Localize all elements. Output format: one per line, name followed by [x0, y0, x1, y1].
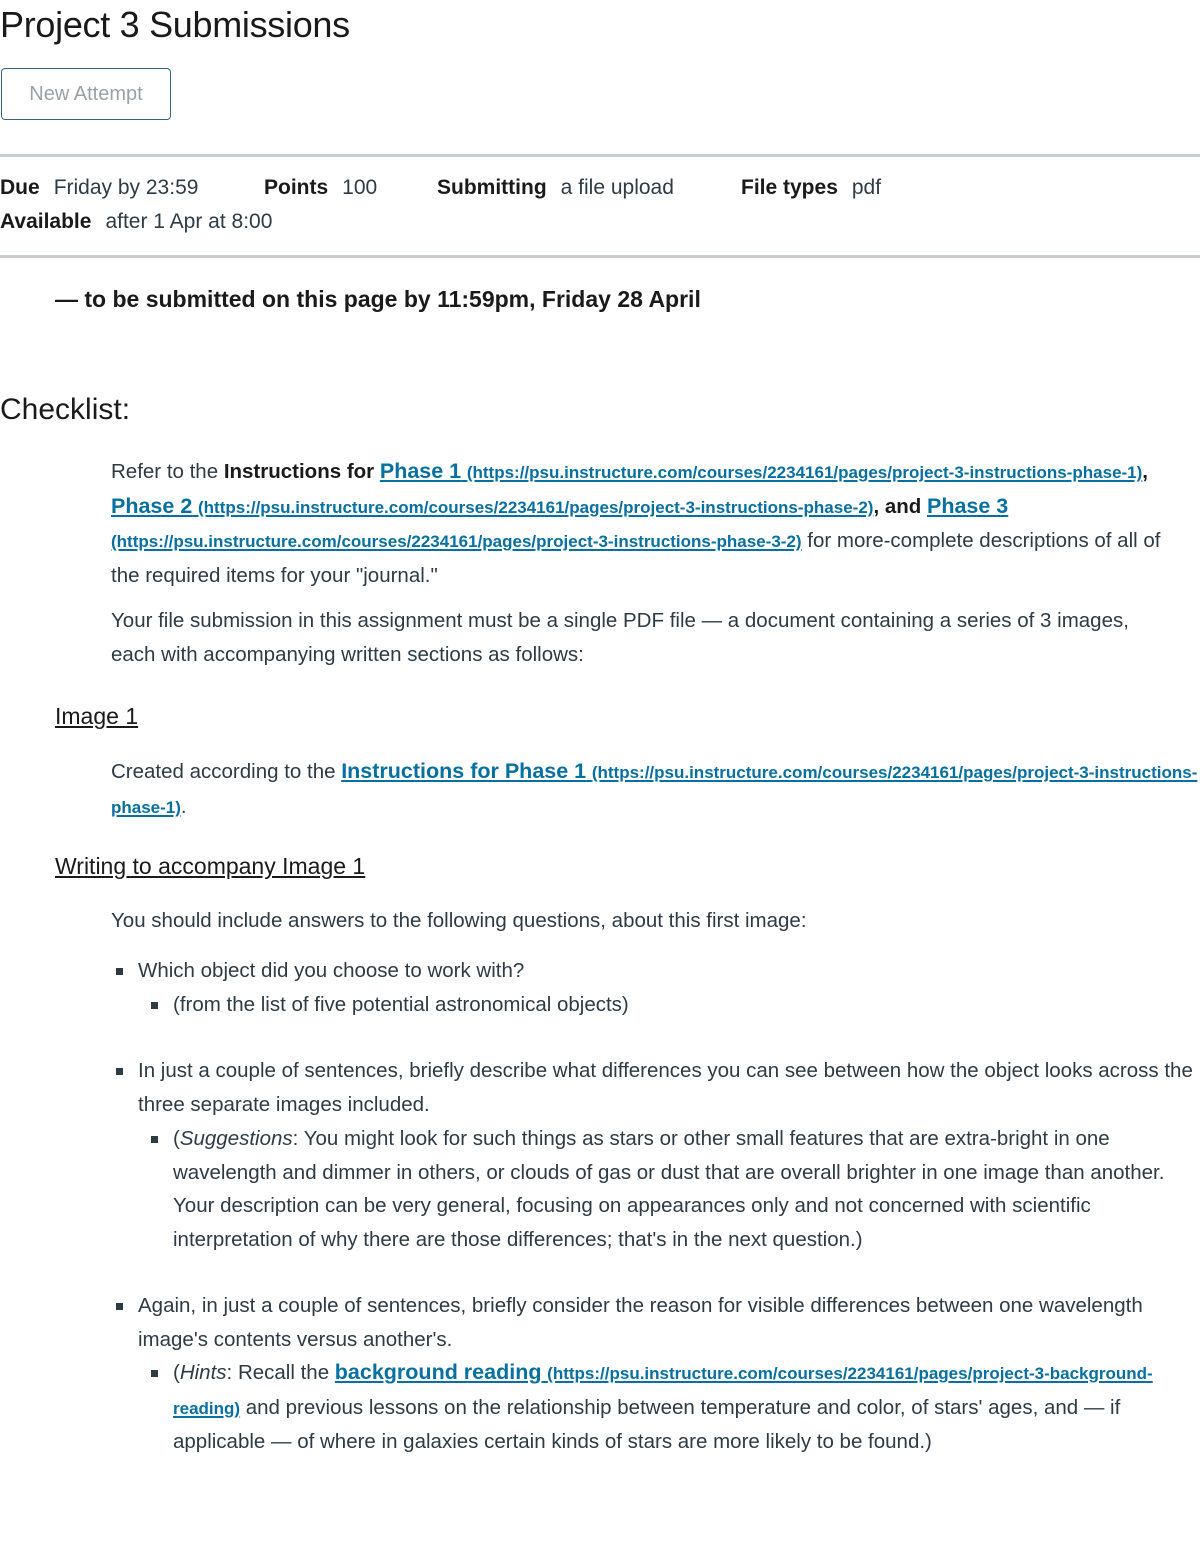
list-item-q1-sub: (from the list of five potential astronomical objects): [173, 988, 1198, 1022]
hints-italic: Hints: [179, 1361, 227, 1384]
checklist-heading: Checklist:: [0, 393, 131, 426]
list-item-q3-sub: (Hints: Recall the background reading (https://psu.instructure.com/courses/2234161/pages/project-3-background-reading) and previous lessons on the relationship between temperature and color, of stars' ages, and — if applicable — of where in galaxies certain kinds of stars are more likely to be found.): [173, 1356, 1198, 1459]
refer-bold: Instructions for: [223, 460, 375, 483]
new-attempt-button[interactable]: New Attempt: [1, 68, 171, 120]
available-meta: [0, 210, 272, 234]
refer-prefix: Refer to the: [111, 460, 224, 483]
image-1-paragraph: [111, 755, 1200, 824]
due-label: Due: [0, 176, 40, 199]
writing-heading: Writing to accompany Image 1: [55, 853, 366, 879]
phase-3-link[interactable]: Phase 3 (https://psu.instructure.com/courses/2234161/pages/project-3-instructions-phase-3-2): [111, 493, 1009, 551]
list-item-q2-sub: (Suggestions: You might look for such things as stars or other small features that are extra-bright in one wavelength and dimmer in others, or clouds of gas or dust that are overall brighter in one image than another. Your description can be very general, focusing on appearances only and not concerned with scientific interpretation of why there are those differences; that's in the next question.): [173, 1122, 1198, 1256]
phase-2-link[interactable]: Phase 2 (https://psu.instructure.com/courses/2234161/pages/project-3-instructions-phase-2): [111, 493, 874, 518]
page-title: Project 3 Submissions: [0, 4, 350, 45]
submitting-meta: [437, 176, 674, 200]
available-label: Available: [0, 210, 92, 233]
phase-1-link[interactable]: Phase 1 (https://psu.instructure.com/courses/2234161/pages/project-3-instructions-phase-1): [379, 459, 1143, 483]
filetypes-meta: [741, 176, 881, 200]
image-1-heading: Image 1: [55, 703, 139, 729]
filetypes-label: File types: [741, 176, 838, 199]
list-item-q2: In just a couple of sentences, briefly describe what differences you can see between how the object looks across the three separate images included.: [138, 1054, 1198, 1121]
available-value: after 1 Apr at 8:00: [105, 210, 273, 233]
image-1-prefix: Created according to the: [111, 760, 342, 783]
refer-suffix: for more-complete descriptions of all of the required items for your "journal.": [111, 529, 1161, 587]
points-meta: [264, 176, 377, 200]
due-meta: [0, 176, 198, 200]
list-item-q1: Which object did you choose to work with?: [138, 954, 1198, 988]
due-lead-text: — to be submitted on this page by 11:59pm, Friday 28 April: [55, 286, 701, 312]
writing-intro: You should include answers to the following questions, about this first image:: [111, 909, 807, 932]
divider-top: [0, 154, 1200, 157]
submission-paragraph: Your file submission in this assignment must be a single PDF file — a document containing a series of 3 images, each with accompanying written sections as follows:: [111, 609, 1129, 666]
refer-sep-2: , and: [873, 494, 927, 518]
due-value: Friday by 23:59: [53, 176, 199, 199]
submitting-label: Submitting: [437, 176, 547, 199]
list-item-q3: Again, in just a couple of sentences, briefly consider the reason for visible differences between one wavelength image's contents versus another's.: [138, 1289, 1198, 1356]
divider-bottom: [0, 255, 1200, 258]
refer-sep-1: ,: [1142, 460, 1148, 483]
points-label: Points: [264, 176, 329, 199]
filetypes-value: pdf: [851, 176, 882, 199]
suggestions-italic: Suggestions: [179, 1127, 293, 1150]
image-1-suffix: .: [180, 794, 187, 818]
submitting-value: a file upload: [560, 176, 674, 199]
background-reading-link[interactable]: background reading (https://psu.instructure.com/courses/2234161/pages/project-3-background-reading): [173, 1360, 1153, 1418]
refer-paragraph: [111, 455, 1191, 592]
points-value: 100: [342, 176, 378, 199]
instructions-phase-1-link[interactable]: Instructions for Phase 1 (https://psu.instructure.com/courses/2234161/pages/project-3-instructions-phase-1): [111, 759, 1198, 817]
